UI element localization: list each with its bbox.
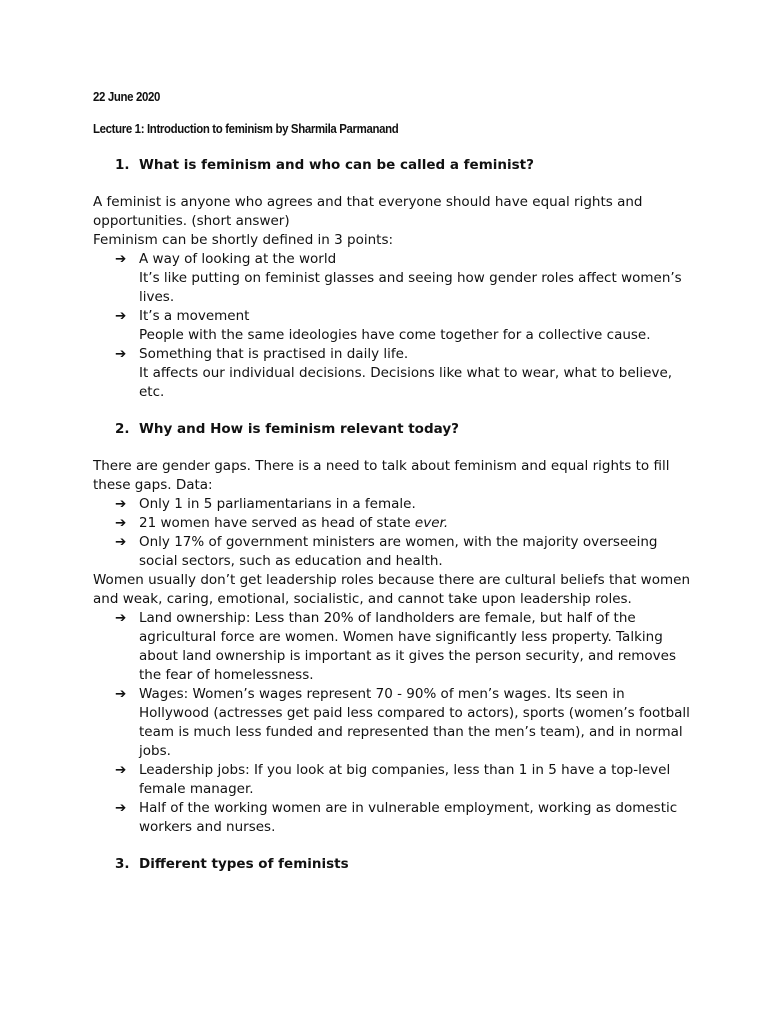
- paragraph: Feminism can be shortly defined in 3 points:: [93, 232, 394, 248]
- list-item-text: Wages: Women’s wages represent 70 - 90% of men’s wages. Its seen in Hollywood (actresses get paid less compared to actors), sports (women’s football team is much less funded and represented than the men’s team), and in normal jobs.: [139, 686, 690, 759]
- list-item: [93, 685, 693, 761]
- arrow-bullet-icon: ➔: [115, 610, 127, 626]
- list-item-main: A way of looking at the world: [139, 251, 337, 267]
- arrow-bullet-icon: ➔: [115, 515, 127, 531]
- list-item-text: Only 17% of government ministers are women, with the majority overseeing social sectors, such as education and health.: [139, 534, 658, 569]
- list-item: [93, 345, 693, 402]
- list-item-detail: People with the same ideologies have come together for a collective cause.: [139, 327, 651, 343]
- section-title: What is feminism and who can be called a feminist?: [139, 157, 534, 173]
- arrow-bullet-icon: ➔: [115, 800, 127, 816]
- arrow-bullet-icon: ➔: [115, 534, 127, 550]
- arrow-bullet-icon: ➔: [115, 496, 127, 512]
- definition-list: [93, 250, 693, 402]
- section-2-heading: [93, 420, 693, 439]
- list-item: [93, 514, 693, 533]
- section-3-heading: [93, 855, 693, 874]
- data-list: [93, 495, 693, 571]
- list-item-text: Leadership jobs: If you look at big companies, less than 1 in 5 have a top-level female manager.: [139, 762, 671, 797]
- list-item-text: Only 1 in 5 parliamentarians in a female.: [139, 496, 416, 512]
- section-title: Different types of feminists: [139, 856, 349, 872]
- document-page: [93, 88, 693, 874]
- section-number: 3.: [115, 856, 130, 872]
- list-item: [93, 307, 693, 345]
- arrow-bullet-icon: ➔: [115, 346, 127, 362]
- arrow-bullet-icon: ➔: [115, 762, 127, 778]
- list-item: [93, 799, 693, 837]
- section-title: Why and How is feminism relevant today?: [139, 421, 459, 437]
- list-item-text: Land ownership: Less than 20% of landholders are female, but half of the agricultural force are women. Women have significantly less property. Talking about land ownership is important as it gives the person security, and removes the fear of homelessness.: [139, 610, 677, 683]
- date-line: 22 June 2020: [93, 89, 161, 104]
- list-item-main: It’s a movement: [139, 308, 250, 324]
- list-item-text: 21 women have served as head of state: [139, 515, 415, 531]
- list-item-text: Half of the working women are in vulnerable employment, working as domestic workers and nurses.: [139, 800, 678, 835]
- list-item-detail: It’s like putting on feminist glasses and seeing how gender roles affect women’s lives.: [139, 270, 682, 305]
- gaps-list: [93, 609, 693, 837]
- list-item: [93, 609, 693, 685]
- list-item-main: Something that is practised in daily life.: [139, 346, 409, 362]
- section-1-heading: [93, 156, 693, 175]
- arrow-bullet-icon: ➔: [115, 251, 127, 267]
- list-item: [93, 533, 693, 571]
- list-item: [93, 250, 693, 307]
- list-item: [93, 495, 693, 514]
- arrow-bullet-icon: ➔: [115, 686, 127, 702]
- paragraph: Women usually don’t get leadership roles because there are cultural beliefs that women and weak, caring, emotional, socialistic, and cannot take upon leadership roles.: [93, 572, 690, 607]
- paragraph: There are gender gaps. There is a need to talk about feminism and equal rights to fill these gaps. Data:: [93, 458, 670, 493]
- lecture-title: Lecture 1: Introduction to feminism by Sharmila Parmanand: [93, 121, 399, 136]
- arrow-bullet-icon: ➔: [115, 308, 127, 324]
- section-number: 2.: [115, 421, 130, 437]
- list-item: [93, 761, 693, 799]
- paragraph: A feminist is anyone who agrees and that everyone should have equal rights and opportunities. (short answer): [93, 194, 643, 229]
- emphasis-text: ever.: [414, 515, 449, 531]
- section-number: 1.: [115, 157, 130, 173]
- list-item-detail: It affects our individual decisions. Decisions like what to wear, what to believe, etc.: [139, 365, 673, 400]
